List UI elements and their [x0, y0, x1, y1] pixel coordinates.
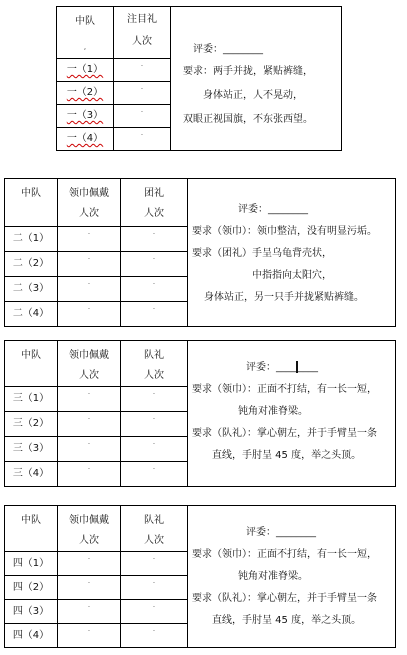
row-label: 三（3） [5, 437, 58, 462]
row-label: 二（4） [5, 302, 58, 327]
requirements-cell [171, 7, 342, 151]
count-cell[interactable]: . [114, 82, 171, 105]
count-cell[interactable]: . [121, 437, 188, 462]
count-cell[interactable]: . [58, 600, 121, 624]
requirement-line: 直线，手肘呈 45 度，举之头顶。 [212, 450, 362, 461]
header-scarf: 领巾佩戴 人次 [58, 341, 121, 387]
count-cell[interactable]: . [121, 576, 188, 600]
requirements-cell [188, 341, 396, 487]
requirements-cell [188, 506, 396, 648]
table-section-2 [4, 178, 396, 327]
count-cell[interactable]: . [58, 437, 121, 462]
requirement-line: 要求：两手并拢，紧贴裤缝， [183, 66, 313, 77]
header-pioneer-salute: 队礼 人次 [121, 506, 188, 552]
row-label: 四（3） [5, 600, 58, 624]
count-cell[interactable]: . [58, 227, 121, 252]
row-label: 一（4） [57, 128, 114, 151]
count-cell[interactable]: . [58, 552, 121, 576]
requirement-line: 要求（领巾）：正面不打结，有一长一短， [192, 384, 377, 395]
row-label: 四（4） [5, 624, 58, 648]
row-label: 三（4） [5, 462, 58, 487]
requirements-cell [188, 179, 396, 327]
header-scarf: 领巾佩戴 人次 [58, 506, 121, 552]
row-label: 二（3） [5, 277, 58, 302]
count-cell[interactable]: . [58, 277, 121, 302]
header-squad: 中队 [5, 179, 58, 227]
count-cell[interactable]: . [121, 277, 188, 302]
header-attention-salute: 注目礼 人次 [114, 7, 171, 59]
row-label: 二（2） [5, 252, 58, 277]
count-cell[interactable]: . [114, 59, 171, 82]
header-squad: 中队 , [57, 7, 114, 59]
count-cell[interactable]: . [58, 412, 121, 437]
count-cell[interactable]: . [121, 462, 188, 487]
count-cell[interactable]: . [114, 105, 171, 128]
requirement-line: 中指指向太阳穴， [252, 270, 332, 281]
count-cell[interactable]: . [114, 128, 171, 151]
row-label: 三（1） [5, 387, 58, 412]
count-cell[interactable]: . [58, 624, 121, 648]
count-cell[interactable]: . [121, 600, 188, 624]
requirement-line: 要求（领巾）：领巾整洁，没有明显污垢。 [192, 226, 377, 237]
requirement-line: 要求（队礼）：掌心朝左，并于手臂呈一条 [192, 593, 377, 604]
count-cell[interactable]: . [121, 387, 188, 412]
requirement-line: 身体站正，人不晃动， [203, 90, 303, 101]
count-cell[interactable]: . [121, 302, 188, 327]
header-squad: 中队 [5, 506, 58, 552]
requirement-line: 钝角对准脊梁。 [238, 406, 308, 417]
judge-line: 评委：____ ____ [246, 362, 318, 373]
header-pioneer-salute: 队礼 人次 [121, 341, 188, 387]
judge-line: 评委：________ [246, 527, 316, 538]
count-cell[interactable]: . [121, 412, 188, 437]
requirement-line: 钝角对准脊梁。 [238, 571, 308, 582]
row-label: 一（1） [57, 59, 114, 82]
count-cell[interactable]: . [121, 552, 188, 576]
requirement-line: 直线，手肘呈 45 度，举之头顶。 [212, 615, 362, 626]
count-cell[interactable]: . [58, 462, 121, 487]
count-cell[interactable]: . [121, 227, 188, 252]
table-section-1 [56, 6, 342, 151]
header-scarf: 领巾佩戴 人次 [58, 179, 121, 227]
row-label: 三（2） [5, 412, 58, 437]
count-cell[interactable]: . [121, 624, 188, 648]
row-label: 二（1） [5, 227, 58, 252]
requirement-line: 要求（队礼）：掌心朝左，并于手臂呈一条 [192, 428, 377, 439]
row-label: 四（2） [5, 576, 58, 600]
count-cell[interactable]: . [58, 576, 121, 600]
judge-line: 评委：________ [238, 204, 308, 215]
judge-line: 评委：________ [193, 44, 263, 55]
requirement-line: 身体站正，另一只手并拢紧贴裤缝。 [204, 292, 364, 303]
count-cell[interactable]: . [58, 302, 121, 327]
table-section-3 [4, 340, 396, 487]
row-label: 四（1） [5, 552, 58, 576]
requirement-line: 要求（团礼）手呈乌龟背壳状， [192, 248, 332, 259]
row-label: 一（3） [57, 105, 114, 128]
count-cell[interactable]: . [121, 252, 188, 277]
requirement-line: 要求（领巾）：正面不打结，有一长一短， [192, 549, 377, 560]
count-cell[interactable]: . [58, 387, 121, 412]
table-section-4 [4, 505, 396, 648]
row-label: 一（2） [57, 82, 114, 105]
requirement-line: 双眼正视国旗，不东张西望。 [183, 114, 313, 125]
header-league-salute: 团礼 人次 [121, 179, 188, 227]
count-cell[interactable]: . [58, 252, 121, 277]
header-squad: 中队 [5, 341, 58, 387]
